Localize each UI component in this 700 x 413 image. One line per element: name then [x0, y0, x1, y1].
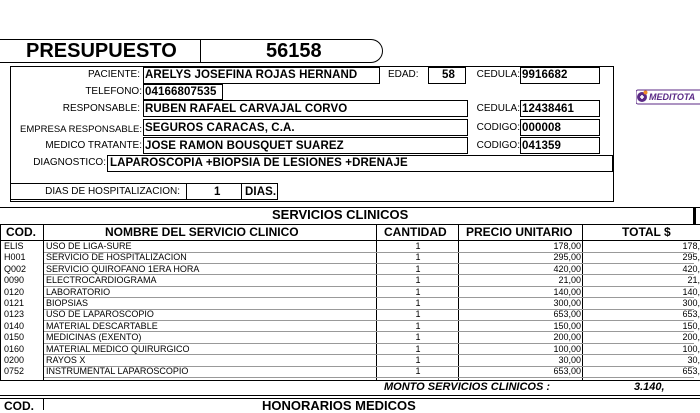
row-quantity: 1 [415, 309, 421, 320]
row-quantity: 1 [415, 241, 421, 251]
table-row [0, 288, 700, 297]
logo-text: MEDITOTA [649, 92, 696, 102]
services-table-body [0, 242, 700, 380]
table-row [0, 242, 700, 251]
row-name: USO DE LAPAROSCOPIO [46, 309, 154, 320]
row-unit-price: 150,00 [553, 320, 581, 331]
table-row [0, 356, 700, 365]
table-row [0, 265, 700, 274]
row-name: LABORATORIO [46, 286, 111, 297]
medico-field [143, 137, 468, 154]
row-code: 0120 [4, 286, 25, 297]
empresa-field [143, 119, 468, 136]
codigo-label: CODIGO: [476, 122, 520, 133]
dias-value: 1 [214, 186, 221, 198]
row-total: 295, [682, 252, 700, 263]
cedula2-field [520, 100, 600, 117]
empresa-label: EMPRESA RESPONSABLE: [20, 124, 142, 135]
row-quantity: 1 [415, 332, 421, 343]
empresa-value: SEGUROS CARACAS, C.A. [145, 122, 295, 134]
row-quantity: 1 [415, 298, 421, 308]
row-quantity: 1 [415, 355, 421, 365]
row-total: 178, [682, 241, 700, 251]
row-underline [44, 377, 694, 378]
honorarios-cod: COD. [4, 399, 34, 413]
row-name: MATERIAL MEDICO QUIRURGICO [46, 343, 190, 354]
responsable-field [143, 100, 468, 117]
rows-bottom-line [0, 380, 700, 381]
edad-label: EDAD: [388, 69, 419, 80]
row-unit-price: 21,00 [558, 275, 581, 286]
row-code: H001 [4, 252, 26, 263]
services-section-title: SERVICIOS CLINICOS [272, 207, 409, 222]
document-title: PRESUPUESTO [26, 40, 177, 62]
paciente-value: ARELYS JOSEFINA ROJAS HERNAND [145, 69, 358, 81]
row-name: SERVICIO DE HOSPITALIZACION [46, 252, 187, 263]
row-unit-price: 653,00 [553, 366, 581, 377]
diagnostico-value: LAPAROSCOPIA +BIOPSIA DE LESIONES +DRENAJE [110, 157, 408, 169]
row-code: 0123 [4, 309, 25, 320]
row-total: 30, [687, 355, 700, 365]
row-total: 420, [682, 263, 700, 274]
telefono-value: 04166807535 [145, 86, 217, 98]
row-unit-price: 30,00 [558, 355, 581, 365]
row-name: USO DE LIGA-SURE [46, 241, 132, 251]
cedula-value: 9916682 [522, 69, 568, 81]
header-divider [200, 40, 201, 62]
row-underline [44, 286, 694, 287]
row-name: ELECTROCARDIOGRAMA [46, 275, 157, 286]
row-underline [44, 331, 694, 332]
medico-value: JOSE RAMON BOUSQUET SUAREZ [145, 140, 344, 152]
row-quantity: 1 [415, 252, 421, 263]
col-total: TOTAL $ [622, 225, 671, 239]
diagnostico-label: DIAGNOSTICO: [33, 157, 106, 168]
row-total: 300, [682, 298, 700, 308]
row-quantity: 1 [415, 275, 421, 286]
table-row [0, 276, 700, 285]
table-row [0, 367, 700, 376]
row-underline [44, 297, 694, 298]
table-row [0, 322, 700, 331]
codigo-field [520, 119, 600, 136]
col-cantidad: CANTIDAD [384, 225, 447, 239]
row-total: 100, [682, 343, 700, 354]
paciente-field [143, 67, 380, 84]
row-total: 150, [682, 320, 700, 331]
responsable-value: RUBEN RAFAEL CARVAJAL CORVO [145, 103, 348, 115]
row-unit-price: 178,00 [553, 241, 581, 251]
table-row [0, 253, 700, 262]
table-row [0, 299, 700, 308]
row-quantity: 1 [415, 343, 421, 354]
dias-unit: DIAS. [245, 186, 277, 198]
budget-number: 56158 [266, 40, 322, 62]
cedula-field [520, 67, 600, 84]
cedula2-value: 12438461 [522, 103, 574, 115]
row-unit-price: 300,00 [553, 298, 581, 308]
col-name: NOMBRE DEL SERVICIO CLINICO [105, 225, 299, 239]
monto-value: 3.140, [634, 381, 665, 393]
table-row [0, 310, 700, 319]
row-code: 0090 [4, 275, 25, 286]
row-total: 200, [682, 332, 700, 343]
row-unit-price: 140,00 [553, 286, 581, 297]
row-name: INSTRUMENTAL LAPAROSCOPIO [46, 366, 189, 377]
codigo-value: 000008 [522, 122, 561, 134]
row-code: 0160 [4, 343, 25, 354]
row-quantity: 1 [415, 286, 421, 297]
dias-divider2 [241, 183, 242, 200]
row-name: BIOPSIAS [46, 298, 89, 308]
responsable-label: RESPONSABLE: [62, 103, 140, 114]
honorarios-title: HONORARIOS MEDICOS [262, 398, 416, 413]
row-unit-price: 100,00 [553, 343, 581, 354]
row-total: 653, [682, 366, 700, 377]
row-name: MEDICINAS (EXENTO) [46, 332, 142, 343]
row-quantity: 1 [415, 320, 421, 331]
row-total: 21, [687, 275, 700, 286]
row-unit-price: 420,00 [553, 263, 581, 274]
row-total: 140, [682, 286, 700, 297]
honorarios-sep [43, 398, 44, 410]
row-unit-price: 200,00 [553, 332, 581, 343]
row-quantity: 1 [415, 263, 421, 274]
table-row [0, 333, 700, 342]
edad-value: 58 [442, 69, 455, 81]
row-unit-price: 295,00 [553, 252, 581, 263]
telefono-label: TELEFONO: [85, 86, 142, 97]
row-name: SERVICIO QUIROFANO 1ERA HORA [46, 263, 200, 274]
cedula-label: CEDULA: [476, 69, 520, 80]
row-code: 0150 [4, 332, 25, 343]
codigo2-label: CODIGO: [476, 140, 520, 151]
cedula2-label: CEDULA: [476, 103, 520, 114]
row-name: RAYOS X [46, 355, 86, 365]
row-code: Q002 [4, 263, 27, 274]
row-unit-price: 653,00 [553, 309, 581, 320]
row-underline [44, 354, 694, 355]
row-code: 0140 [4, 320, 25, 331]
right-bar [693, 207, 696, 224]
col-cod: COD. [6, 225, 36, 239]
telefono-field [143, 84, 223, 100]
row-code: ELIS [4, 241, 24, 251]
row-code: 0121 [4, 298, 25, 308]
row-quantity: 1 [415, 366, 421, 377]
diagnostico-field [107, 155, 613, 172]
dias-label: DIAS DE HOSPITALIZACION: [45, 186, 180, 197]
dias-divider [186, 183, 187, 200]
row-total: 653, [682, 309, 700, 320]
col-precio-unitario: PRECIO UNITARIO [466, 225, 573, 239]
paciente-label: PACIENTE: [87, 69, 140, 80]
codigo2-value: 041359 [522, 140, 561, 152]
row-code: 0752 [4, 366, 25, 377]
medico-label: MEDICO TRATANTE: [45, 140, 142, 151]
row-code: 0200 [4, 355, 25, 365]
monto-bottom-line [0, 395, 700, 396]
codigo2-field [520, 137, 600, 154]
row-name: MATERIAL DESCARTABLE [46, 320, 158, 331]
monto-label: MONTO SERVICIOS CLINICOS : [384, 381, 551, 393]
meditota-logo [636, 88, 700, 106]
table-row [0, 345, 700, 354]
